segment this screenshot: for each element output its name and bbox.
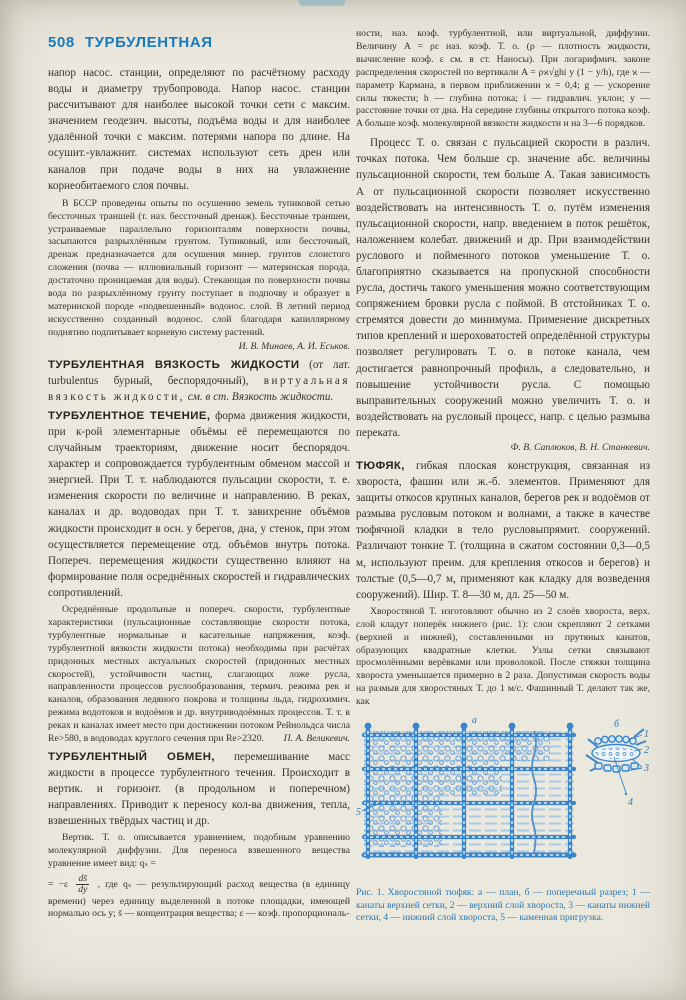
left-column <box>48 28 350 921</box>
formula-fraction <box>76 874 89 895</box>
entry-term-flow: ТУРБУЛЕНТНОЕ ТЕЧЕНИЕ, <box>48 409 211 422</box>
formula-line <box>48 874 350 921</box>
entry-turbulent-exchange <box>48 749 350 829</box>
entry-term-tyufyak: ТЮФЯК, <box>356 459 405 472</box>
entry-flow-text: форма движения жидкости, при к-рой элементарные объёмы её перемещаются по случайным траекториям, движение носит беспорядоч. характер и сопровождается турбулентным обменом массой и энергией. При Т. т. наблюдаются пульсации скорости, т. е. изменения скорости по величине и направлению. В реках, каналах и др. водоводах при Т. т. завихрение объёмов жидкости происходит в осн. у берегов, дна, у стенок, при этом осуществляется перемещение отд. объёмов внутрь потока. Попереч. перемещения жидкости существенно влияют на формирование поля осреднённых скоростей и гидравлических сопротивлений. <box>48 409 351 599</box>
figure-label-4: 4 <box>628 797 633 809</box>
formula-tail: , где qₛ — результирующий расход вещества (в единицу времени) через единицу выделенной в потоке площадки, имеющей нормалью ось y; s̄ — концентрация вещества; ε — коэф. пропорциональ- <box>48 879 351 920</box>
right-column <box>356 28 650 925</box>
entry-viscosity-synonym: виртуальная вязкость жидкости, <box>48 374 350 403</box>
figure-label-2: 2 <box>644 745 649 757</box>
entry-term-exchange: ТУРБУЛЕНТНЫЙ ОБМЕН, <box>48 751 215 763</box>
entry-viscosity-post: см. в ст. Вязкость жидкости. <box>187 390 334 403</box>
paragraph-vertical-exchange: Вертик. Т. о. описывается уравнением, подобным уравнению молекулярной диффузии. Для переноса взвешенного вещества уравнение имеет вид: qₛ = <box>48 832 350 870</box>
entry-exchange-text: перемешивание масс жидкости в процессе турбулентного течения. Происходит в вертик. и горизонт. (в продольном и поперечном) направлениях. Приводит к переносу кол-ва движения, тепла, взвешенных твёрдых частиц и др. <box>48 751 350 828</box>
figure-label-5: 5 <box>356 807 361 819</box>
figure-1 <box>356 715 650 925</box>
paragraph-exchange-process: Процесс Т. о. связан с пульсацией скорости в различ. точках потока. Чем больше ср. значение абс. величины пульсационной скорости, тем больше A. Такая зависимость A от пульсационной скорости позволяет искусственно воздействовать на интенсивность Т. о. путём изменения пульсационной скорости, напр. введением в поток решёток, наложением колебат. движений и др. При взаимодействии руслового и пойменного потоков уменьшение Т. о. благоприятно сказывается на пропускной способности русла, достичь такого уменьшения можно соответствующим сопряжением бровки русла с поймой. В отстойниках Т. о. стремятся довести до минимума. Применение дискретных типов креплений и шероховатостей определённой структуры позволяет регулировать Т. о. в потоке канала, чем достигается равнопрочный профиль, а следовательно, и повышение устойчивости русла. С помощью выправительных сооружений можно увеличить Т. о. и воздействовать на русловый процесс, напр. с целью размыва переката. <box>356 137 650 439</box>
paragraph-brushwood-mattress: Хворостяной Т. изготовляют обычно из 2 слоёв хвороста, верх. слой кладут поперёк нижнего (рис. 1): слои скрепляют 2 сетками (верхней и нижней), составленными из прутяных канатов, образующих квадратные клетки. Узлы сетки связывают просмолёнными верёвками или проволокой. После стяжки толщина хвороста уменьшается примерно в 2 раза. Допустимая скорость воды на размыв для хворостяных Т. до 1 м/с. Фашинный Т. делают так же, как <box>356 605 650 708</box>
paragraph-diffusion-coefficient: ности, наз. коэф. турбулентной, или виртуальной, диффузии. Величину A = ρε наз. коэф. Т. о. (ρ — плотность жидкости, вычисление коэф. ε см. в ст. Наносы). При логарифмич. законе распределения скоростей по вертикали A = ρϰ√ghi y (1 − y/h), где ϰ — параметр Кармана, в первом приближении ϰ = 0,4; g — ускорение силы тяжести; h — глубина потока; i — гидравлич. уклон; y — расстояние точки от дна. На середине глубины открытого потока коэф. A больше коэф. молекулярной вязкости жидкости и на 3—6 порядков. <box>356 28 650 130</box>
page-number: 508 <box>48 34 75 51</box>
figure-label-3: 3 <box>644 763 649 775</box>
figure-label-plan: а <box>472 715 477 727</box>
entry-viscosity-pre: (от лат. turbulentus бурный, беспорядочный), <box>48 358 350 387</box>
figure-cross-section <box>586 729 646 795</box>
paragraph-averaged-velocities: Осреднённые продольные и попереч. скорости, турбулентные характеристики (пульсационные составляющие скорости потока, турбулентные нормальные и касательные напряжения, коэф. турбулентной вязкости жидкости потока) необходимы при расчётах придонных местных актуальных скоростей (придонных местных скоростей), устойчивости частиц, слагающих ложе русла, направленности процессов руслообразования, термич. режима рек и каналов, образования ледяного покрова и толщины льда, гидрохимич. режима водотоков и водоёмов и др. внутриводоёмных процессов. Т. т. в реках и каналах имеет место при достижении потоком Рейнольдса числа Re>580, в водоводах круглого сечения при Re>2320. <box>48 604 350 745</box>
running-title: ТУРБУЛЕНТНАЯ <box>84 34 213 51</box>
brushwood-mattress-figure <box>356 715 650 883</box>
page-header <box>48 34 350 51</box>
formula-lead: = −ε <box>48 879 69 891</box>
figure-label-1: 1 <box>644 729 649 741</box>
author-line-2: П. А. Великевич. <box>283 733 350 745</box>
paragraph-bssr-experiments: В БССР проведены опыты по осушению земель тупиковой сетью бессточных траншей (т. наз. бессточный дренаж). Бессточные траншеи, устраиваемые параллельно горизонталям поверхности почвы, засыпаются разрыхлённым грунтом. Тупиковый, или бессточный, дренаж предназначается для осушения минер. грунтов слоистого сложения (почва — иллювиальный горизонт — материнская порода, достаточно проницаемая для воды). Стекающая по поверхности почвы вода по разрыхлённому грунту поступает в подпочву и образует в материнской породе «подвешенный» водонос. слой. В летний период искусственно созданный водонос. слой благодаря капиллярному поднятию подпитывает корневую систему растений. <box>48 197 350 338</box>
figure-label-section: б <box>614 719 620 731</box>
entry-tyufyak <box>356 458 650 603</box>
entry-turbulent-viscosity <box>48 357 350 405</box>
author-line-1: И. В. Минаев, А. И. Еськов. <box>238 340 350 352</box>
scan-artifact <box>299 0 345 6</box>
entry-turbulent-flow <box>48 408 350 601</box>
formula-denominator: dy <box>78 884 88 896</box>
entry-tyufyak-text: гибкая плоская конструкция, связанная из хвороста, фашин или ж.-б. элементов. Применяют для защиты откосов крупных каналов, берегов рек и водоёмов от размыва русловым потоком и волнами, а также в качестве тюфячной кладки в тело русловыпрямит. сооружений. Различают тонкие Т. (толщина в сжатом состоянии 0,3—0,5 м, используют преим. для крепления откосов и берегов) и толстые (0,5—0,7 м, применяют как кладку для возведения сооружений). Шир. Т. 8—30 м, дл. 25—50 м. <box>356 459 650 601</box>
entry-term-viscosity: ТУРБУЛЕНТНАЯ ВЯЗКОСТЬ ЖИДКОСТИ <box>48 358 300 371</box>
figure-plan <box>362 723 574 857</box>
figure-caption: Рис. 1. Хворостяной тюфяк: а — план, б — поперечный разрез; 1 — канаты верхней сетки, 2 — верхний слой хвороста, 3 — канаты нижней сетки, 4 — нижний слой хвороста, 5 — каменная пригрузка. <box>356 887 650 924</box>
paragraph-pump-station: напор насос. станции, определяют по расчётному расходу воды и диаметру трубопровода. Напор насос. станции рассчитывают для наиболее высокой точки сети с максим. значением геодезич. высоты, подъёма воды и для наиболее удалённой точки с максим. потерями напора по длине. На осушит.-увлажнит. системах используют сеть дрен или каналов при подаче воды в них на увлажнение корнеобитаемого слоя почвы. <box>48 67 350 192</box>
author-line-3: Ф. В. Саплюков, В. Н. Станкевич. <box>510 442 650 454</box>
formula-numerator: ds̄ <box>76 874 89 885</box>
paragraph-averaged-wrap <box>48 604 350 746</box>
